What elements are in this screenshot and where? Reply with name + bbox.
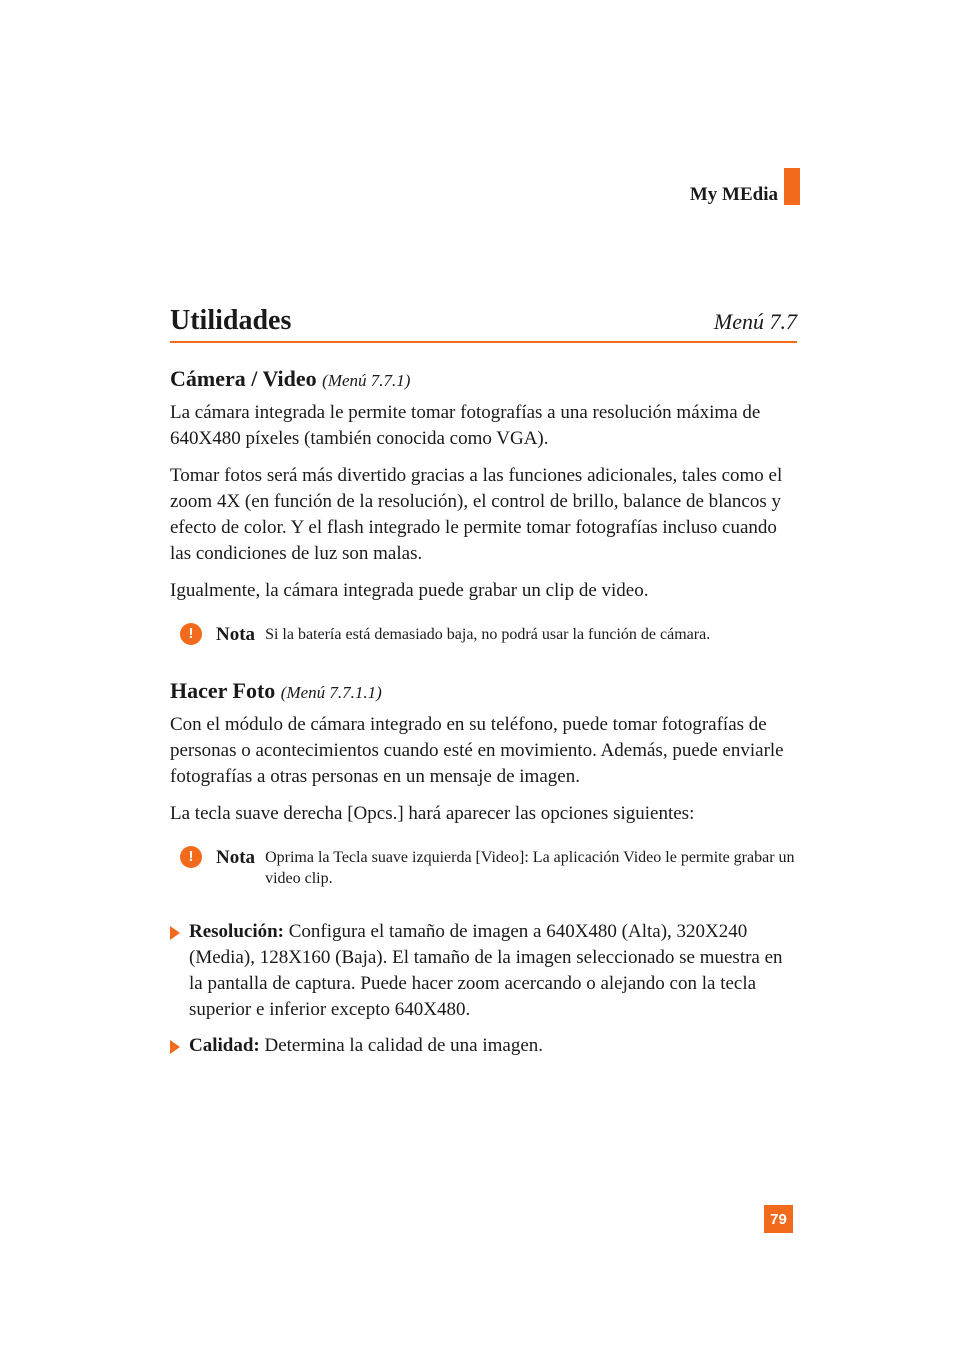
note-text: Si la batería está demasiado baja, no podrá usar la función de cámara.: [265, 626, 711, 643]
page-number: 79: [764, 1205, 793, 1233]
photo-note: [180, 845, 800, 889]
bullet-text: Configura el tamaño de imagen a 640X480 (Alta), 320X240 (Media), 128X160 (Baja). El tamaño de la imagen seleccionado se muestra en la pantalla de captura. Puede hacer zoom acercando o alejando con la tecla superior e inferior excepto 640X480.: [189, 921, 783, 1020]
photo-heading-menu: (Menú 7.7.1.1): [280, 683, 382, 702]
section-title: Utilidades: [170, 305, 292, 336]
note-label: Nota: [216, 624, 256, 645]
bullet-label: Resolución:: [189, 921, 284, 942]
chapter-tab-marker: [784, 168, 800, 205]
chapter-title: My MEdia: [689, 184, 778, 205]
camera-heading-menu: (Menú 7.7.1): [322, 371, 411, 390]
section-header: [170, 305, 797, 343]
photo-paragraph-1: Con el módulo de cámara integrado en su teléfono, puede tomar fotografías de personas o acontecimientos cuando esté en movimiento. Además, puede enviarle fotografías a otras personas en un mensaje de imagen.: [170, 714, 784, 787]
camera-paragraph-2: Tomar fotos será más divertido gracias a las funciones adicionales, tales como el zoom 4X (en función de la resolución), el control de brillo, balance de blancos y efecto de color. Y el flash integrado le permite tomar fotografías incluso cuando las condiciones de luz son malas.: [170, 465, 783, 564]
photo-heading: [170, 678, 800, 706]
camera-heading-title: Cámera / Video: [170, 366, 317, 391]
bullet-quality: [170, 1033, 800, 1059]
photo-heading-title: Hacer Foto: [170, 678, 276, 703]
triangle-bullet-icon: [170, 1040, 180, 1054]
camera-heading: [170, 366, 800, 394]
camera-note: [180, 622, 800, 648]
note-label: Nota: [216, 847, 256, 868]
bullet-label: Calidad:: [189, 1035, 260, 1056]
note-text: Oprima la Tecla suave izquierda [Video]: La aplicación Video le permite grabar un video clip.: [265, 849, 795, 887]
photo-paragraph-2: La tecla suave derecha [Opcs.] hará aparecer las opciones siguientes:: [170, 803, 695, 824]
warning-icon: !: [180, 846, 202, 868]
bullet-body: [189, 1033, 543, 1059]
camera-paragraph-1: La cámara integrada le permite tomar fotografías a una resolución máxima de 640X480 píxeles (también conocida como VGA).: [170, 402, 761, 449]
section-menu-number: Menú 7.7: [713, 309, 797, 334]
camera-paragraph-3: Igualmente, la cámara integrada puede grabar un clip de video.: [170, 580, 649, 601]
triangle-bullet-icon: [170, 926, 180, 940]
warning-icon: !: [180, 623, 202, 645]
bullet-text: Determina la calidad de una imagen.: [264, 1035, 544, 1056]
bullet-body: [189, 919, 800, 1023]
page-content: [170, 366, 800, 1069]
bullet-resolution: [170, 919, 800, 1023]
